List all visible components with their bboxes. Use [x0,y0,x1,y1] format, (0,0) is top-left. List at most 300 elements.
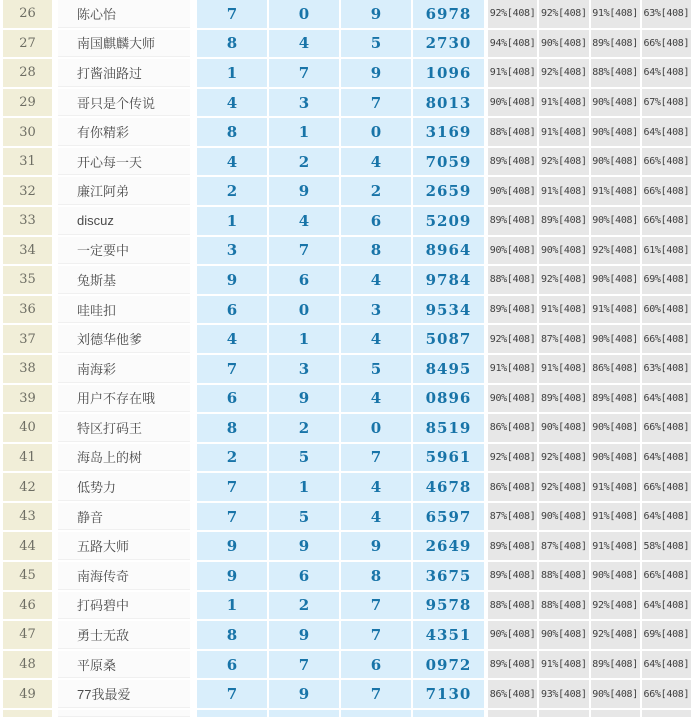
table-row [0,325,691,353]
username-cell: 南海传奇 [58,562,190,590]
column-gap [190,177,197,205]
rate-cell: 91%[408] [591,177,640,205]
rate-cell: 64%[408] [642,503,691,531]
rate-cell: 90%[408] [539,30,588,58]
column-gap [190,503,197,531]
rate-cell: 92%[408] [539,266,588,294]
column-gap [190,385,197,413]
digit-cell: 4 [341,473,411,501]
rate-cell: 90%[408] [488,621,537,649]
username-cell: 平原桑 [58,651,190,679]
rank-cell: 34 [3,237,52,265]
digit-cell: 7 [269,59,339,87]
rank-cell: 27 [3,30,52,58]
rank-cell: 28 [3,59,52,87]
rate-cell: 92%[408] [488,0,537,28]
code-cell: 8495 [413,355,484,383]
username-cell: 五路大师 [58,532,190,560]
column-gap [190,0,197,28]
code-cell: 0896 [413,385,484,413]
rank-cell: 47 [3,621,52,649]
code-cell: 2730 [413,30,484,58]
code-cell: 0972 [413,651,484,679]
code-cell: 9534 [413,296,484,324]
rate-cell: 90%[408] [488,177,537,205]
digit-cell: 6 [197,296,267,324]
rank-cell: 41 [3,444,52,472]
rate-cell: 64%[408] [642,118,691,146]
rate-cell: 66%[408] [642,473,691,501]
table-row [0,592,691,620]
username-cell: 南海彩 [58,355,190,383]
column-gap [190,118,197,146]
rate-cell: 93%[408] [539,680,588,708]
column-gap [190,59,197,87]
code-cell: 8519 [413,414,484,442]
rate-cell: 90%[408] [539,503,588,531]
column-gap [190,680,197,708]
digit-cell: 7 [197,503,267,531]
username-cell: 用户不存在哦 [58,385,190,413]
code-cell: 5209 [413,207,484,235]
digit-cell: 3 [269,89,339,117]
username-cell: 南国麒麟大师 [58,30,190,58]
digit-cell: 9 [341,59,411,87]
rate-cell: 90%[408] [591,414,640,442]
rate-cell: 67%[408] [642,89,691,117]
code-cell: 4351 [413,621,484,649]
rate-cell: 90%[408] [591,680,640,708]
rate-cell: 91%[408] [591,532,640,560]
table-row [0,355,691,383]
digit-cell: 1 [269,473,339,501]
rate-cell: 60%[408] [642,296,691,324]
rate-cell: 91%[408] [539,118,588,146]
table-row [0,621,691,649]
rate-cell: 90%[408] [539,237,588,265]
table-row [0,30,691,58]
username-cell: 勇士无敌 [58,621,190,649]
rate-cell: 90%[408] [539,621,588,649]
rate-cell: 88%[408] [488,592,537,620]
column-gap [190,651,197,679]
rate-cell: 66%[408] [642,148,691,176]
rate-cell: 69%[408] [642,266,691,294]
rate-cell: 87%[408] [488,503,537,531]
table-row [0,532,691,560]
rate-cell: 89%[408] [488,651,537,679]
rate-cell: 91%[408] [539,296,588,324]
code-cell: 8013 [413,89,484,117]
rate-cell: 90%[408] [591,266,640,294]
rank-cell: 42 [3,473,52,501]
digit-cell: 7 [197,0,267,28]
rate-cell: 88%[408] [539,592,588,620]
digit-cell: 7 [341,621,411,649]
rate-cell: 89%[408] [488,296,537,324]
digit-cell: 0 [341,414,411,442]
code-cell: 6597 [413,503,484,531]
rate-cell: 86%[408] [488,414,537,442]
code-cell: 5087 [413,325,484,353]
username-cell: 开心每一天 [58,148,190,176]
digit-cell: 7 [197,473,267,501]
digit-cell: 8 [197,414,267,442]
rate-cell: 86%[408] [591,355,640,383]
digit-cell: 2 [269,148,339,176]
digit-cell: 1 [197,59,267,87]
rate-cell: 90%[408] [488,237,537,265]
table-row [0,680,691,708]
rank-cell: 30 [3,118,52,146]
rank-cell: 48 [3,651,52,679]
rank-cell: 45 [3,562,52,590]
rate-cell: 69%[408] [642,621,691,649]
code-cell: 3675 [413,562,484,590]
rate-cell: 92%[408] [539,0,588,28]
table-row [0,177,691,205]
rank-cell [3,710,52,717]
username-cell: 兔斯基 [58,266,190,294]
username-cell: 哥只是个传说 [58,89,190,117]
rank-cell: 35 [3,266,52,294]
rate-cell: 92%[408] [591,621,640,649]
rank-cell: 33 [3,207,52,235]
table-row [0,503,691,531]
column-gap [190,30,197,58]
rate-cell: 89%[408] [539,207,588,235]
digit-cell: 6 [269,562,339,590]
rate-cell: 92%[408] [591,237,640,265]
rank-cell: 49 [3,680,52,708]
digit-cell: 4 [197,89,267,117]
digit-cell: 9 [269,532,339,560]
table-row [0,562,691,590]
digit-cell: 9 [269,177,339,205]
column-gap [190,592,197,620]
table-row [0,266,691,294]
table-row [0,59,691,87]
digit-cell [269,710,339,717]
rate-cell: 94%[408] [488,30,537,58]
code-cell: 2659 [413,177,484,205]
column-gap [190,266,197,294]
rate-cell: 86%[408] [488,473,537,501]
rate-cell: 90%[408] [591,118,640,146]
table-row [0,237,691,265]
digit-cell: 4 [341,325,411,353]
column-gap [190,89,197,117]
rate-cell: 89%[408] [488,562,537,590]
digit-cell: 9 [269,385,339,413]
rate-cell: 91%[408] [591,296,640,324]
digit-cell: 7 [197,680,267,708]
rate-cell: 90%[408] [488,89,537,117]
digit-cell: 5 [269,503,339,531]
code-cell: 4678 [413,473,484,501]
code-cell: 1096 [413,59,484,87]
digit-cell [197,710,267,717]
code-cell: 9784 [413,266,484,294]
rank-cell: 29 [3,89,52,117]
code-cell: 6978 [413,0,484,28]
rate-cell: 66%[408] [642,30,691,58]
digit-cell: 1 [197,207,267,235]
digit-cell: 3 [269,355,339,383]
table-row [0,207,691,235]
rate-cell: 92%[408] [539,148,588,176]
digit-cell: 6 [269,266,339,294]
username-cell: 哇哇扣 [58,296,190,324]
rate-cell: 63%[408] [642,355,691,383]
rank-cell: 46 [3,592,52,620]
username-cell: 特区打码王 [58,414,190,442]
rate-cell: 66%[408] [642,680,691,708]
column-gap [190,621,197,649]
rate-cell: 64%[408] [642,651,691,679]
rate-cell: 63%[408] [642,0,691,28]
digit-cell: 0 [341,118,411,146]
digit-cell: 4 [341,148,411,176]
digit-cell: 0 [269,296,339,324]
code-cell: 9578 [413,592,484,620]
rate-cell: 87%[408] [539,532,588,560]
rate-cell: 89%[408] [488,207,537,235]
username-cell: 廉江阿弟 [58,177,190,205]
rate-cell: 64%[408] [642,592,691,620]
digit-cell: 1 [269,118,339,146]
username-cell: discuz [58,207,190,235]
code-cell: 8964 [413,237,484,265]
rate-cell: 90%[408] [591,562,640,590]
column-gap [190,207,197,235]
rank-cell: 36 [3,296,52,324]
rate-cell: 92%[408] [488,325,537,353]
column-gap [190,325,197,353]
rate-cell [591,710,640,717]
rate-cell: 89%[408] [591,30,640,58]
digit-cell [341,710,411,717]
rank-cell: 38 [3,355,52,383]
username-cell: 有你精彩 [58,118,190,146]
digit-cell: 8 [197,621,267,649]
digit-cell: 6 [341,651,411,679]
digit-cell: 2 [269,414,339,442]
digit-cell: 7 [197,355,267,383]
digit-cell: 1 [269,325,339,353]
partial-next-row [0,710,691,717]
column-gap [190,148,197,176]
digit-cell: 2 [197,444,267,472]
username-cell: 低势力 [58,473,190,501]
digit-cell: 2 [341,177,411,205]
column-gap [190,710,197,717]
digit-cell: 2 [197,177,267,205]
rate-cell: 58%[408] [642,532,691,560]
digit-cell: 3 [341,296,411,324]
column-gap [190,562,197,590]
rate-cell: 66%[408] [642,325,691,353]
digit-cell: 4 [197,148,267,176]
rate-cell: 92%[408] [539,444,588,472]
column-gap [190,532,197,560]
rate-cell: 91%[408] [591,0,640,28]
username-cell: 打酱油路过 [58,59,190,87]
username-cell: 一定要中 [58,237,190,265]
table-row [0,385,691,413]
rate-cell: 91%[408] [539,177,588,205]
digit-cell: 7 [269,237,339,265]
table-row [0,148,691,176]
rate-cell: 90%[408] [591,89,640,117]
rate-cell: 92%[408] [539,59,588,87]
digit-cell: 4 [269,30,339,58]
digit-cell: 8 [341,562,411,590]
digit-cell: 7 [341,592,411,620]
digit-cell: 7 [269,651,339,679]
digit-cell: 8 [341,237,411,265]
digit-cell: 1 [197,592,267,620]
digit-cell: 9 [269,621,339,649]
rate-cell: 90%[408] [591,148,640,176]
digit-cell: 9 [269,680,339,708]
rate-cell: 91%[408] [591,473,640,501]
digit-cell: 9 [341,0,411,28]
rate-cell: 92%[408] [539,473,588,501]
table-row [0,473,691,501]
username-cell: 刘德华他爹 [58,325,190,353]
rate-cell: 88%[408] [539,562,588,590]
table-row [0,118,691,146]
rate-cell: 66%[408] [642,177,691,205]
digit-cell: 4 [269,207,339,235]
digit-cell: 3 [197,237,267,265]
digit-cell: 6 [197,385,267,413]
column-gap [190,296,197,324]
digit-cell: 7 [341,89,411,117]
table-row [0,296,691,324]
username-cell: 海岛上的树 [58,444,190,472]
digit-cell: 8 [197,118,267,146]
digit-cell: 7 [341,680,411,708]
rate-cell: 89%[408] [488,148,537,176]
code-cell: 5961 [413,444,484,472]
rate-cell [642,710,691,717]
table-row [0,0,691,28]
username-cell [58,710,190,717]
digit-cell: 5 [341,355,411,383]
digit-cell: 5 [269,444,339,472]
code-cell: 2649 [413,532,484,560]
rate-cell: 92%[408] [488,444,537,472]
rank-cell: 40 [3,414,52,442]
rate-cell: 61%[408] [642,237,691,265]
username-cell: 陈心怡 [58,0,190,28]
column-gap [190,414,197,442]
digit-cell: 0 [269,0,339,28]
table-row [0,444,691,472]
column-gap [190,444,197,472]
digit-cell: 4 [341,385,411,413]
digit-cell: 4 [341,266,411,294]
username-cell: 静音 [58,503,190,531]
rate-cell: 87%[408] [539,325,588,353]
rate-cell: 86%[408] [488,680,537,708]
rate-cell: 64%[408] [642,444,691,472]
rate-cell: 91%[408] [591,503,640,531]
rate-cell: 66%[408] [642,414,691,442]
rate-cell: 91%[408] [488,59,537,87]
rate-cell: 91%[408] [539,89,588,117]
rank-cell: 26 [3,0,52,28]
code-cell: 7130 [413,680,484,708]
rate-cell: 89%[408] [539,385,588,413]
table-row [0,414,691,442]
rate-cell: 66%[408] [642,207,691,235]
rate-cell: 90%[408] [591,325,640,353]
digit-cell: 6 [341,207,411,235]
rate-cell: 89%[408] [591,385,640,413]
rate-cell: 92%[408] [591,592,640,620]
rank-cell: 37 [3,325,52,353]
rate-cell: 89%[408] [488,532,537,560]
column-gap [190,473,197,501]
rate-cell: 88%[408] [488,266,537,294]
digit-cell: 4 [197,325,267,353]
rate-cell: 88%[408] [591,59,640,87]
code-cell: 7059 [413,148,484,176]
digit-cell: 9 [197,532,267,560]
code-cell: 3169 [413,118,484,146]
table-row [0,651,691,679]
table-row [0,89,691,117]
rate-cell: 91%[408] [539,355,588,383]
digit-cell: 9 [341,532,411,560]
column-gap [190,237,197,265]
rank-cell: 31 [3,148,52,176]
digit-cell: 4 [341,503,411,531]
rate-cell: 90%[408] [539,414,588,442]
rate-cell [488,710,537,717]
digit-cell: 5 [341,30,411,58]
rate-cell: 66%[408] [642,562,691,590]
digit-cell: 7 [341,444,411,472]
username-cell: 打码碧中 [58,592,190,620]
rate-cell: 64%[408] [642,59,691,87]
rate-cell: 88%[408] [488,118,537,146]
rank-cell: 32 [3,177,52,205]
rate-cell: 90%[408] [488,385,537,413]
digit-cell: 2 [269,592,339,620]
column-gap [190,355,197,383]
rate-cell: 64%[408] [642,385,691,413]
digit-cell: 6 [197,651,267,679]
username-cell: 77我最爱 [58,680,190,708]
digit-cell: 8 [197,30,267,58]
rate-cell: 90%[408] [591,444,640,472]
rank-cell: 43 [3,503,52,531]
rate-cell: 91%[408] [539,651,588,679]
rate-cell [539,710,588,717]
digit-cell: 9 [197,266,267,294]
rank-cell: 44 [3,532,52,560]
code-cell [413,710,484,717]
rank-cell: 39 [3,385,52,413]
rate-cell: 90%[408] [591,207,640,235]
rate-cell: 91%[408] [488,355,537,383]
rate-cell: 89%[408] [591,651,640,679]
digit-cell: 9 [197,562,267,590]
